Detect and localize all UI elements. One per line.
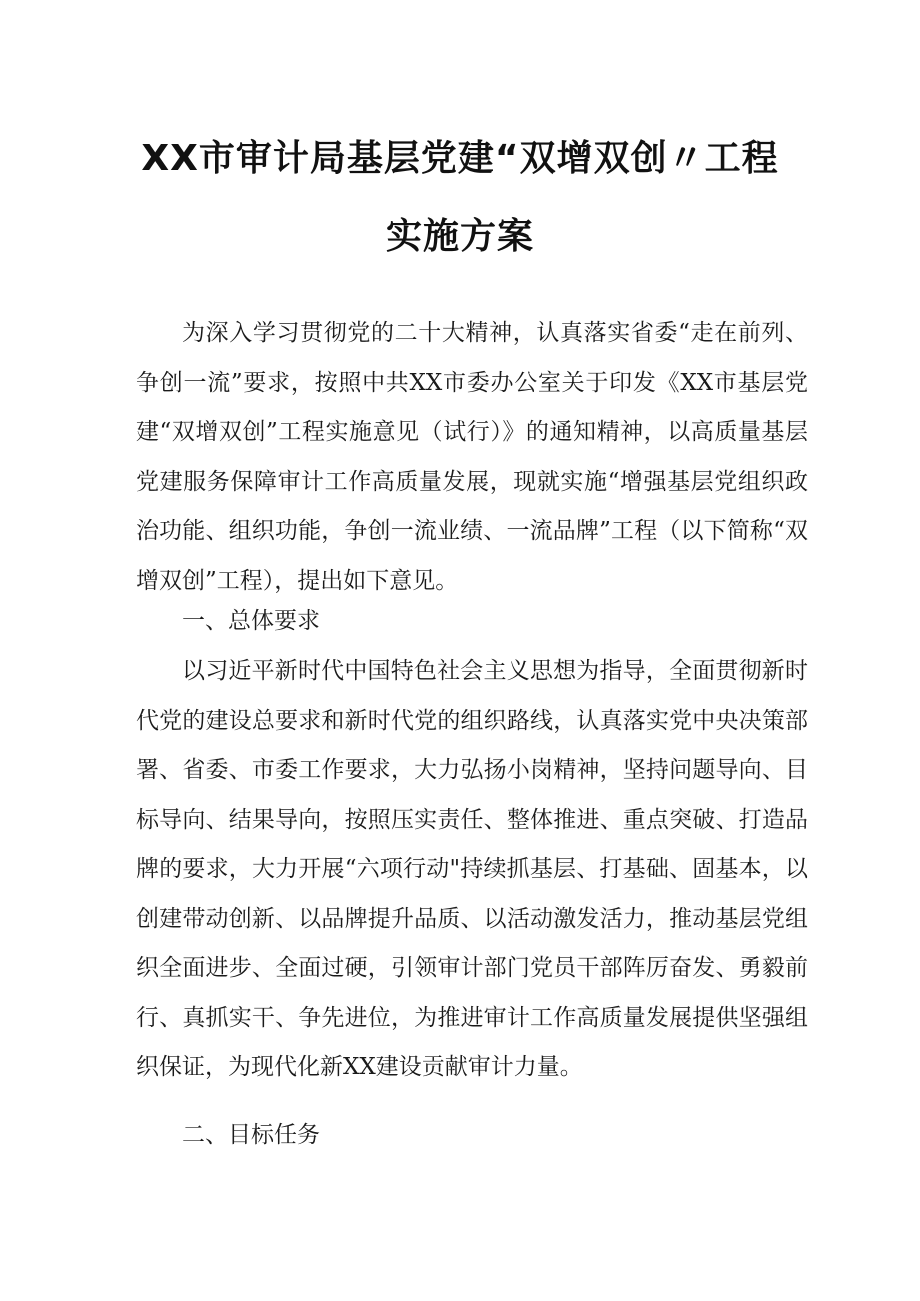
document-subtitle: 实施方案 [385, 216, 534, 257]
section-heading-general-requirements: 一、总体要求 [182, 608, 320, 634]
general-requirements-paragraph: 以习近平新时代中国特色社会主义思想为指导，全面贯彻新时代党的建设总要求和新时代党的组织路线，认真落实党中央决策部署、省委、市委工作要求，大力弘扬小岗精神，坚持问题导向、目标导向、结果导向，按照压实责任、整体推进、重点突破、打造品牌的要求，大力开展“六项行动"持续抓基层、打基础、固基本，以创建带动创新、以品牌提升品质、以活动激发活力，推动基层党组织全面进步、全面过硬，引领审计部门党员干部阵厉奋发、勇毅前行、真抓实干、争先进位，为推进审计工作高质量发展提供坚强组织保证，为现代化新XX建设贡献审计力量。 [136, 658, 808, 1080]
document-title: XX市审计局基层党建“双增双创〃工程 [141, 138, 779, 179]
intro-paragraph: 为深入学习贯彻党的二十大精神，认真落实省委“走在前列、争创一流”要求，按照中共XX市委办公室关于印发《XX市基层党建“双增双创”工程实施意见（试行）》的通知精神，以高质量基层党建服务保障审计工作高质量发展，现就实施“增强基层党组织政治功能、组织功能，争创一流业绩、一流品牌”工程（以下简称“双增双创”工程），提出如下意见。 [136, 320, 808, 594]
section-heading-goals-tasks: 二、目标任务 [182, 1122, 320, 1148]
